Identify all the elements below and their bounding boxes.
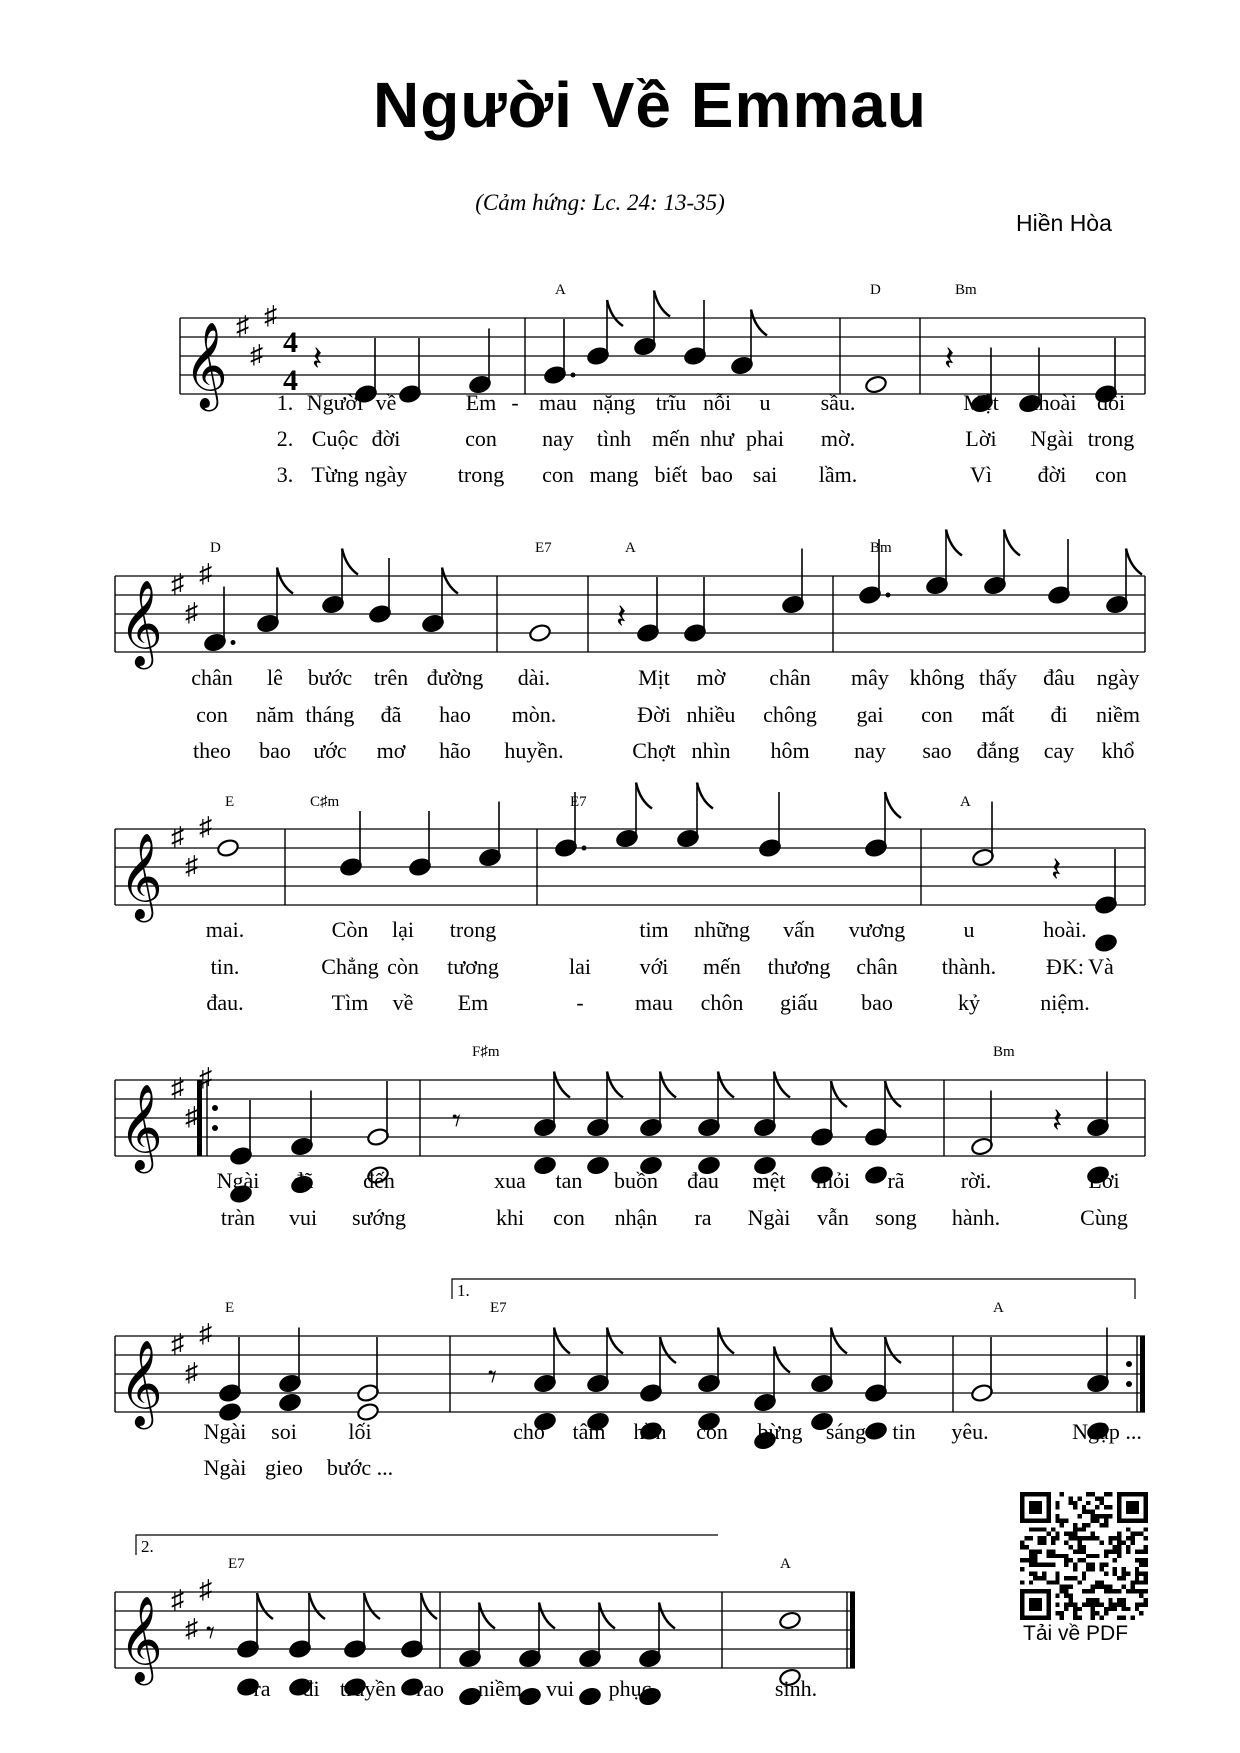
lyric-syllable: vương xyxy=(848,917,906,942)
chord-symbol: E7 xyxy=(570,794,587,810)
lyric-syllable: rao xyxy=(415,1676,445,1701)
lyric-syllable: ra xyxy=(253,1676,271,1701)
note-flag xyxy=(277,568,293,594)
lyric-syllable: vui xyxy=(545,1676,575,1701)
key-signature-sharp-icon: ♯ xyxy=(199,812,212,841)
lyric-syllable: vẫn xyxy=(817,1205,849,1230)
dot xyxy=(886,593,891,598)
lyric-syllable: u xyxy=(963,917,975,942)
lyric-syllable: biết xyxy=(654,462,688,487)
lyric-syllable: rời. xyxy=(960,1168,992,1193)
quarter-rest-icon: 𝄽 xyxy=(1051,852,1062,889)
chord-symbol: Bm xyxy=(993,1044,1015,1060)
quarter-rest-icon: 𝄽 xyxy=(312,341,323,378)
lyric-syllable: sai xyxy=(752,462,778,487)
key-signature-sharp-icon: ♯ xyxy=(250,340,263,369)
key-signature-sharp-icon: ♯ xyxy=(171,569,184,598)
eighth-rest-icon: 𝄾 xyxy=(206,1615,216,1652)
note-flag xyxy=(554,1328,570,1354)
lyric-syllable: Tìm xyxy=(331,990,369,1015)
note-head xyxy=(1094,933,1118,953)
lyric-syllable: Ngài xyxy=(747,1205,791,1230)
note-flag xyxy=(607,300,623,326)
lyric-syllable: Ngài xyxy=(216,1168,260,1193)
dot xyxy=(571,373,576,378)
note-head xyxy=(578,1687,602,1707)
chord-symbol: E7 xyxy=(228,1556,245,1572)
lyric-syllable: đắng xyxy=(976,738,1020,763)
lyric-syllable: mất xyxy=(981,702,1015,727)
key-signature-sharp-icon: ♯ xyxy=(171,1073,184,1102)
lyric-syllable: Cùng xyxy=(1080,1205,1128,1230)
lyric-syllable: thấy xyxy=(979,665,1017,690)
note-head xyxy=(864,375,888,395)
lyric-syllable: mòn. xyxy=(511,702,557,727)
lyric-syllable: con xyxy=(196,702,228,727)
lyric-syllable: hao xyxy=(439,702,471,727)
note-flag xyxy=(660,1337,676,1363)
lyric-syllable: đường xyxy=(426,665,484,690)
lyric-syllable: Lời xyxy=(1088,1168,1120,1193)
eighth-rest-icon: 𝄾 xyxy=(452,1103,462,1140)
lyric-syllable: Từng xyxy=(311,462,359,487)
lyric-syllable: bước xyxy=(307,665,353,690)
lyric-syllable: mến xyxy=(703,954,741,979)
lyric-syllable: bao xyxy=(861,990,893,1015)
chord-symbol: Bm xyxy=(955,282,977,298)
lyric-syllable: trĩu xyxy=(655,390,687,415)
lyric-syllable: bước ... xyxy=(326,1455,394,1480)
lyric-syllable: những xyxy=(694,917,750,942)
key-signature-sharp-icon: ♯ xyxy=(264,301,277,330)
key-signature-sharp-icon: ♯ xyxy=(199,559,212,588)
lyric-syllable: mơ xyxy=(376,738,406,763)
lyric-syllable: niềm xyxy=(1096,702,1140,727)
lyric-syllable: chân xyxy=(191,665,233,690)
lyric-syllable: đến xyxy=(363,1168,395,1193)
lyric-syllable: vui xyxy=(288,1205,318,1230)
lyric-syllable: tim xyxy=(639,917,669,942)
treble-clef-icon: 𝄞 xyxy=(184,325,228,407)
lyric-syllable: nhìn xyxy=(691,738,731,763)
lyric-syllable: trong xyxy=(449,917,497,942)
lyric-syllable: tin. xyxy=(210,954,240,979)
lyric-syllable: chân xyxy=(769,665,811,690)
lyric-syllable: lê xyxy=(267,665,283,690)
lyric-syllable: xua xyxy=(494,1168,526,1193)
lyric-syllable: trong xyxy=(457,462,505,487)
lyric-syllable: truyền xyxy=(339,1676,397,1701)
note-flag xyxy=(831,1081,847,1107)
note-flag xyxy=(718,1328,734,1354)
chord-symbol: A xyxy=(780,1556,791,1572)
note-flag xyxy=(660,1072,676,1098)
treble-clef-icon: 𝄞 xyxy=(119,1599,163,1681)
lyric-syllable: Người xyxy=(306,390,364,415)
note-head xyxy=(864,1421,888,1441)
chord-symbol: Bm xyxy=(870,540,892,556)
lyric-syllable: bừng xyxy=(757,1419,803,1444)
chord-symbol: F♯m xyxy=(472,1044,500,1060)
volta-bracket xyxy=(452,1279,1135,1299)
chord-symbol: C♯m xyxy=(310,794,340,810)
lyric-syllable: sinh. xyxy=(774,1676,818,1701)
composer-name: Hiền Hòa xyxy=(1016,210,1112,236)
quarter-rest-icon: 𝄽 xyxy=(616,599,627,636)
lyric-syllable: giấu xyxy=(780,990,818,1015)
key-signature-sharp-icon: ♯ xyxy=(185,1614,198,1643)
lyric-syllable: Chẳng xyxy=(321,954,379,979)
lyric-syllable: nay xyxy=(542,426,574,451)
lyric-syllable: con xyxy=(1095,462,1127,487)
lyric-syllable: tâm xyxy=(572,1419,606,1444)
note-head xyxy=(533,1156,557,1176)
lyric-syllable: hão xyxy=(439,738,471,763)
key-signature-sharp-icon: ♯ xyxy=(185,1102,198,1131)
lyric-syllable: Mịt xyxy=(638,665,670,690)
note-head xyxy=(778,1611,802,1631)
chord-symbol: A xyxy=(960,794,971,810)
lyric-syllable: theo xyxy=(193,738,231,763)
lyric-syllable: rã xyxy=(887,1168,905,1193)
note-flag xyxy=(1126,549,1142,575)
treble-clef-icon: 𝄞 xyxy=(119,836,163,918)
note-flag xyxy=(697,783,713,809)
note-flag xyxy=(364,1593,380,1619)
lyric-syllable: đau xyxy=(687,1168,719,1193)
note-flag xyxy=(885,792,901,818)
lyric-syllable: mệt xyxy=(752,1168,786,1193)
note-head xyxy=(586,1156,610,1176)
lyric-syllable: 1. xyxy=(276,390,294,415)
lyric-syllable: sầu. xyxy=(820,390,856,415)
note-flag xyxy=(774,1072,790,1098)
lyric-syllable: chân xyxy=(856,954,898,979)
lyric-syllable: dài. xyxy=(517,665,551,690)
lyric-syllable: với xyxy=(639,954,669,979)
lyric-syllable: Và xyxy=(1088,954,1114,979)
lyric-syllable: tràn xyxy=(220,1205,256,1230)
lyric-syllable: mờ. xyxy=(820,426,856,451)
quarter-rest-icon: 𝄽 xyxy=(1052,1103,1063,1140)
lyric-syllable: về xyxy=(392,990,414,1015)
key-signature-sharp-icon: ♯ xyxy=(185,598,198,627)
lyric-syllable: đi xyxy=(1050,702,1068,727)
repeat-dot xyxy=(1126,1381,1132,1387)
lyric-syllable: đôi xyxy=(1096,390,1126,415)
note-flag xyxy=(885,1337,901,1363)
quarter-rest-icon: 𝄽 xyxy=(944,341,955,378)
note-flag xyxy=(539,1603,555,1629)
note-flag xyxy=(599,1603,615,1629)
chord-symbol: D xyxy=(870,282,881,298)
lyric-syllable: niềm xyxy=(478,1676,522,1701)
lyric-syllable: Mệt xyxy=(963,390,999,415)
note-flag xyxy=(607,1072,623,1098)
lyric-syllable: Em xyxy=(457,990,489,1015)
lyric-syllable: ĐK: xyxy=(1046,954,1084,979)
chord-symbol: E7 xyxy=(535,540,552,556)
chord-symbol: A xyxy=(555,282,566,298)
lyric-syllable: năm xyxy=(256,702,294,727)
lyric-syllable: hồn xyxy=(633,1419,667,1444)
download-pdf-link[interactable]: Tải về PDF xyxy=(1023,1622,1129,1645)
lyric-syllable: lai xyxy=(569,954,591,979)
dot xyxy=(231,640,236,645)
lyric-syllable: khi xyxy=(495,1205,525,1230)
qr-code-icon[interactable] xyxy=(1020,1492,1148,1620)
key-signature-sharp-icon: ♯ xyxy=(199,1319,212,1348)
note-flag xyxy=(479,1603,495,1629)
song-subtitle: (Cảm hứng: Lc. 24: 13-35) xyxy=(475,190,725,215)
time-signature-denominator: 4 xyxy=(283,364,298,397)
lyric-syllable: con xyxy=(696,1419,728,1444)
note-flag xyxy=(309,1593,325,1619)
lyric-syllable: - xyxy=(511,390,519,415)
lyric-syllable: niệm. xyxy=(1040,990,1090,1015)
lyric-syllable: kỷ xyxy=(958,990,980,1015)
treble-clef-icon: 𝄞 xyxy=(119,1343,163,1425)
lyric-syllable: nhiều xyxy=(686,702,736,727)
lyric-syllable: khổ xyxy=(1101,738,1135,763)
note-flag xyxy=(831,1328,847,1354)
lyric-syllable: Ngài xyxy=(203,1419,247,1444)
volta-bracket xyxy=(136,1535,718,1555)
note-flag xyxy=(718,1072,734,1098)
lyric-syllable: đau. xyxy=(206,990,244,1015)
lyric-syllable: nỗi xyxy=(702,390,732,415)
lyric-syllable: lối xyxy=(348,1419,372,1444)
repeat-dot xyxy=(212,1105,218,1111)
lyric-syllable: cho xyxy=(513,1419,545,1444)
lyric-syllable: mau xyxy=(539,390,577,415)
repeat-dot xyxy=(1126,1361,1132,1367)
lyric-syllable: mờ xyxy=(696,665,726,690)
lyric-syllable: hôm xyxy=(770,738,810,763)
lyric-syllable: thương xyxy=(767,954,831,979)
lyric-syllable: nay xyxy=(854,738,886,763)
lyric-syllable: thành. xyxy=(941,954,997,979)
note-flag xyxy=(659,1603,675,1629)
song-title: Người Về Emmau xyxy=(373,69,927,141)
note-flag xyxy=(607,1328,623,1354)
key-signature-sharp-icon: ♯ xyxy=(171,1585,184,1614)
note-flag xyxy=(554,1072,570,1098)
lyric-syllable: trong xyxy=(1087,426,1135,451)
lyric-syllable: tháng xyxy=(305,702,355,727)
time-signature-numerator: 4 xyxy=(283,326,298,359)
note-flag xyxy=(442,568,458,594)
final-barline xyxy=(850,1592,855,1668)
note-flag xyxy=(654,291,670,317)
lyric-syllable: bao xyxy=(701,462,733,487)
lyric-syllable: chông xyxy=(763,702,817,727)
lyric-syllable: ra xyxy=(694,1205,712,1230)
lyric-syllable: tình xyxy=(596,426,632,451)
lyric-syllable: Ngập ... xyxy=(1072,1419,1142,1444)
lyric-syllable: 2. xyxy=(276,426,294,451)
lyric-syllable: lầm. xyxy=(818,462,858,487)
lyric-syllable: huyền. xyxy=(504,738,564,763)
key-signature-sharp-icon: ♯ xyxy=(199,1575,212,1604)
lyric-syllable: cay xyxy=(1043,738,1075,763)
staff-system-3 xyxy=(115,783,1145,953)
lyric-syllable: Chợt xyxy=(632,738,676,763)
lyric-syllable: gieo xyxy=(265,1455,303,1480)
chord-symbol: A xyxy=(993,1300,1004,1316)
lyric-syllable: đã xyxy=(292,1168,314,1193)
lyric-syllable: trên xyxy=(373,665,409,690)
note-flag xyxy=(946,530,962,556)
lyric-syllable: mai. xyxy=(205,917,245,942)
lyric-syllable: ước xyxy=(313,738,347,763)
lyric-syllable: đời xyxy=(371,426,401,451)
lyric-syllable: hành. xyxy=(951,1205,1001,1230)
volta-label: 1. xyxy=(457,1281,470,1300)
note-flag xyxy=(342,549,358,575)
lyric-syllable: nhận xyxy=(614,1205,658,1230)
chord-symbol: E xyxy=(225,1300,235,1316)
lyric-syllable: - xyxy=(576,990,584,1015)
key-signature-sharp-icon: ♯ xyxy=(236,311,249,340)
lyric-syllable: tan xyxy=(555,1168,583,1193)
dot xyxy=(582,846,587,851)
lyric-syllable: nặng xyxy=(592,390,636,415)
lyric-syllable: như xyxy=(700,426,734,451)
lyric-syllable: phai xyxy=(746,426,784,451)
lyric-syllable: song xyxy=(875,1205,917,1230)
staff-system-5 xyxy=(115,1328,1145,1451)
lyric-syllable: Cuộc xyxy=(311,426,359,451)
chord-symbol: E7 xyxy=(490,1300,507,1316)
lyric-syllable: mến xyxy=(652,426,690,451)
lyric-syllable: tương xyxy=(447,954,499,979)
repeat-end-barline xyxy=(1140,1336,1145,1412)
lyric-syllable: còn xyxy=(387,954,419,979)
lyric-syllable: yêu. xyxy=(951,1419,989,1444)
note-flag xyxy=(421,1593,437,1619)
lyric-syllable: u xyxy=(759,390,771,415)
note-flag xyxy=(636,783,652,809)
lyric-syllable: ngày xyxy=(364,462,408,487)
lyric-syllable: tin xyxy=(892,1419,916,1444)
treble-clef-icon: 𝄞 xyxy=(119,583,163,665)
lyric-syllable: lại xyxy=(392,917,414,942)
lyric-syllable: Lời xyxy=(965,426,997,451)
lyric-syllable: mau xyxy=(635,990,673,1015)
note-head xyxy=(864,1165,888,1185)
eighth-rest-icon: 𝄾 xyxy=(488,1359,498,1396)
key-signature-sharp-icon: ♯ xyxy=(171,1329,184,1358)
lyric-syllable: hoài. xyxy=(1043,917,1087,942)
lyric-syllable: vấn xyxy=(783,917,815,942)
lyric-syllable: sao xyxy=(922,738,952,763)
lyric-syllable: con xyxy=(921,702,953,727)
lyric-syllable: Em xyxy=(465,390,497,415)
lyric-syllable: bao xyxy=(259,738,291,763)
key-signature-sharp-icon: ♯ xyxy=(185,851,198,880)
lyric-syllable: nhoài xyxy=(1027,390,1077,415)
note-flag xyxy=(1004,530,1020,556)
treble-clef-icon: 𝄞 xyxy=(119,1087,163,1169)
lyric-syllable: phục xyxy=(608,1676,652,1701)
repeat-dot xyxy=(212,1125,218,1131)
note-flag xyxy=(774,1347,790,1373)
lyric-syllable: ngày xyxy=(1096,665,1140,690)
lyric-syllable: soi xyxy=(271,1419,297,1444)
note-head xyxy=(216,838,240,858)
lyric-syllable: sướng xyxy=(351,1205,407,1230)
lyric-syllable: Đời xyxy=(637,702,671,727)
chord-symbol: E xyxy=(225,794,235,810)
key-signature-sharp-icon: ♯ xyxy=(171,822,184,851)
lyric-syllable: 3. xyxy=(276,462,294,487)
lyric-syllable: buồn xyxy=(614,1168,658,1193)
lyric-syllable: Ngài xyxy=(203,1455,247,1480)
lyric-syllable: không xyxy=(909,665,965,690)
lyric-syllable: về xyxy=(375,390,397,415)
lyric-syllable: Còn xyxy=(331,917,369,942)
chord-symbol: D xyxy=(210,540,221,556)
note-flag xyxy=(885,1081,901,1107)
lyric-syllable: con xyxy=(465,426,497,451)
key-signature-sharp-icon: ♯ xyxy=(199,1063,212,1092)
lyric-syllable: gai xyxy=(856,702,884,727)
note-head xyxy=(278,1393,302,1413)
lyric-syllable: đời xyxy=(1037,462,1067,487)
volta-label: 2. xyxy=(141,1537,154,1556)
lyric-syllable: con xyxy=(553,1205,585,1230)
lyric-syllable: mây xyxy=(851,665,889,690)
lyric-syllable: chôn xyxy=(700,990,744,1015)
note-head xyxy=(528,623,552,643)
key-signature-sharp-icon: ♯ xyxy=(185,1358,198,1387)
lyric-syllable: đã xyxy=(380,702,402,727)
lyric-syllable: Vì xyxy=(970,462,992,487)
chord-symbol: A xyxy=(625,540,636,556)
lyric-syllable: mỏi xyxy=(815,1168,851,1193)
lyric-syllable: sáng xyxy=(825,1419,867,1444)
lyric-syllable: đâu xyxy=(1043,665,1075,690)
lyric-syllable: con xyxy=(542,462,574,487)
lyric-syllable: mang xyxy=(589,462,639,487)
lyric-syllable: Ngài xyxy=(1030,426,1074,451)
lyric-syllable: đi xyxy=(302,1676,320,1701)
note-flag xyxy=(257,1593,273,1619)
note-flag xyxy=(751,310,767,336)
